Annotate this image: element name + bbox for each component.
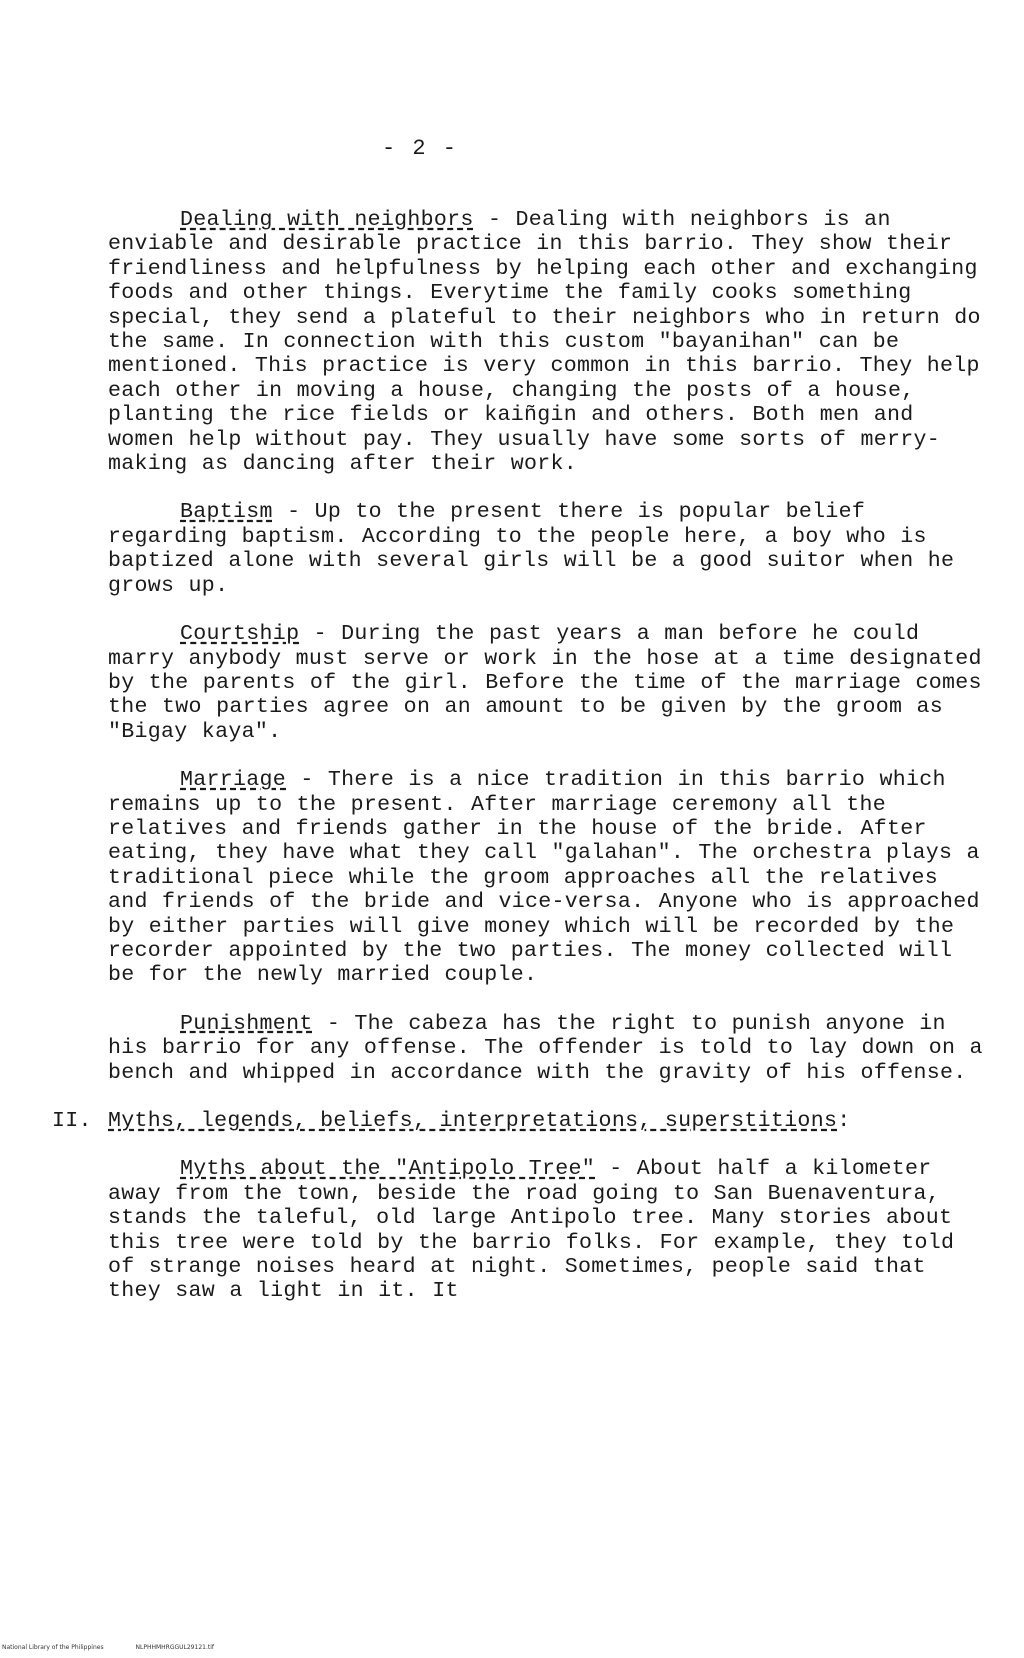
paragraph-baptism (108, 500, 988, 598)
footer-file: NLPHHMHRGGUL29121.tif (135, 1644, 214, 1651)
paragraph-text: - During the past years a man before he could marry anybody must serve or work in the hose at a time designated by the parents of the girl. Before the time of the marriage comes the two parties agree on an amount to be given by the groom as "Bigay kaya". (108, 622, 982, 744)
paragraph-punishment (108, 1012, 988, 1085)
section-title: Myths, legends, beliefs, interpretations, superstitions (108, 1109, 838, 1133)
section-heading (52, 1109, 988, 1133)
paragraph-text: - The cabeza has the right to punish anyone in his barrio for any offense. The offender is told to lay down on a bench and whipped in accordance with the gravity of his offense. (108, 1011, 983, 1085)
paragraph-heading: Myths about the "Antipolo Tree" (180, 1157, 596, 1182)
paragraph-text: - Dealing with neighbors is an enviable and desirable practice in this barrio. They show their friendliness and helpfulness by helping each other and exchanging foods and other things. Everytime the family cooks something special, they send a plateful to their neighbors who in return do the same. In connection with this custom "bayanihan" can be mentioned. This practice is very common in this barrio. They help each other in moving a house, changing the posts of a house, planting the rice fields or kaiñgin and others. Both men and women help without pay. They usually have some sorts of merry-making as dancing after their work. (108, 208, 981, 477)
footer-library: National Library of the Philippines (2, 1644, 104, 1651)
paragraph-heading: Baptism (180, 500, 273, 525)
paragraph-heading: Dealing with neighbors (180, 208, 474, 232)
paragraph-dealing-with-neighbors (108, 208, 988, 476)
paragraph-heading: Marriage (180, 768, 287, 793)
paragraph-marriage (108, 768, 988, 988)
archive-footer (2, 1644, 244, 1651)
paragraph-antipolo-tree (108, 1157, 988, 1303)
page-number: - 2 - (381, 136, 458, 161)
document-body (52, 208, 988, 1328)
section-colon: : (837, 1109, 851, 1133)
paragraph-heading: Courtship (180, 622, 300, 647)
paragraph-heading: Punishment (180, 1011, 313, 1036)
paragraph-text: - There is a nice tradition in this barrio which remains up to the present. After marriage ceremony all the relatives and friends gather in the house of the bride. After eating, they have what they call "galahan". The orchestra plays a traditional piece while the groom approaches all the relatives and friends of the bride and vice-versa. Anyone who is approached by either parties will give money which will be recorded by the recorder appointed by the two parties. The money collected will be for the newly married couple. (108, 768, 980, 988)
paragraph-text: - About half a kilometer away from the town, beside the road going to San Buenaventura, stands the taleful, old large Antipolo tree. Many stories about this tree were told by the barrio folks. For example, they told of strange noises heard at night. Sometimes, people said that they saw a light in it. It (108, 1157, 955, 1304)
section-number: II. (52, 1109, 92, 1133)
paragraph-text: - Up to the present there is popular belief regarding baptism. According to the people here, a boy who is baptized alone with several girls will be a good suitor when he grows up. (108, 500, 955, 598)
paragraph-courtship (108, 622, 988, 744)
